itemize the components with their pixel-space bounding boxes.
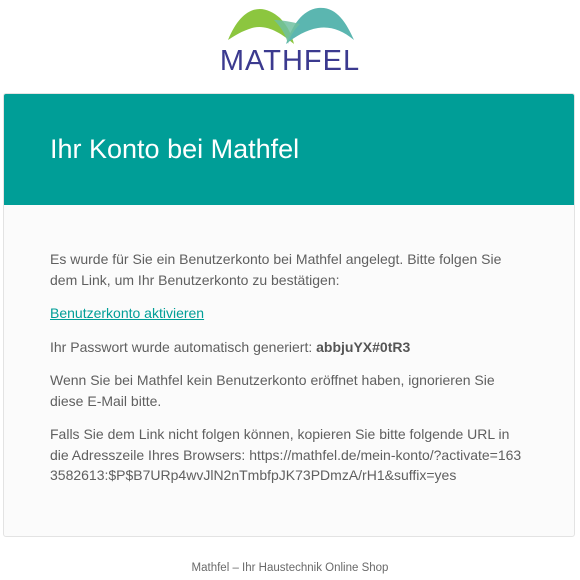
password-paragraph bbox=[50, 337, 528, 358]
email-title: Ihr Konto bei Mathfel bbox=[50, 134, 300, 164]
intro-text: Es wurde für Sie ein Benutzerkonto bei Mathfel angelegt. Bitte folgen Sie dem Link, um Ihr Benutzerkonto zu bestätigen: bbox=[50, 251, 502, 288]
ignore-note: Wenn Sie bei Mathfel kein Benutzerkonto eröffnet haben, ignorieren Sie diese E-Mail bitte. bbox=[50, 372, 495, 409]
logo-wordmark: MATHFEL bbox=[219, 45, 361, 77]
fallback-url: https://mathfel.de/mein-konto/?activate=1633582613:$P$B7URp4wvJlN2nTmbfpJK73PDmzA/rH1&suffix=yes bbox=[50, 446, 522, 483]
password-label: Ihr Passwort wurde automatisch generiert: bbox=[50, 338, 317, 355]
email-card bbox=[3, 93, 575, 537]
password-value: abbjuYX#0tR3 bbox=[316, 338, 411, 355]
activate-account-link[interactable]: Benutzerkonto aktivieren bbox=[50, 305, 205, 321]
mathfel-logo bbox=[218, 2, 362, 78]
logo-waves-icon bbox=[218, 2, 362, 48]
email-footer: Mathfel – Ihr Haustechnik Online Shop bbox=[191, 562, 389, 574]
activate-paragraph bbox=[50, 303, 528, 324]
fallback-label: Falls Sie dem Link nicht folgen können, kopieren Sie bitte folgende URL in die Adresszeile Ihres Browsers: bbox=[50, 426, 510, 463]
fallback-paragraph bbox=[50, 424, 528, 486]
email-header bbox=[4, 94, 574, 205]
email-body bbox=[4, 205, 574, 486]
